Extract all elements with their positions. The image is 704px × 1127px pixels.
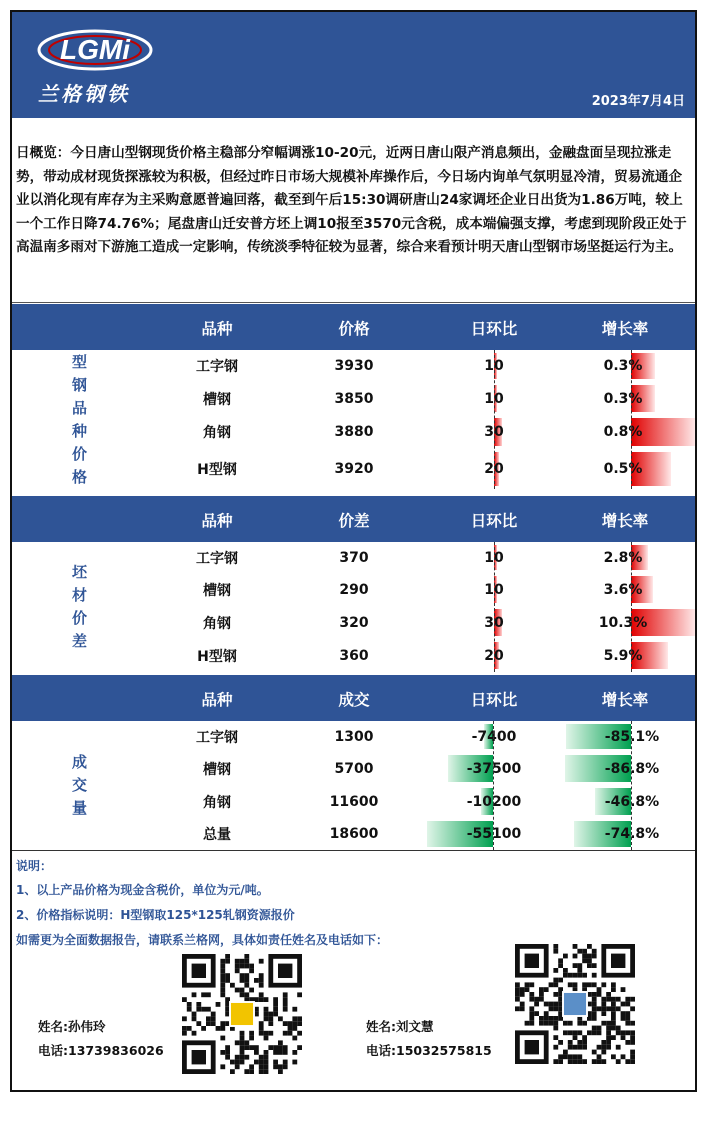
column-header: 成交 [338,691,370,709]
section-label-char: 价 [71,609,87,627]
table-row [148,785,695,818]
column-header: 价差 [338,512,370,530]
product-cell: 角钢 [203,794,231,811]
contact-1-name: 姓名:孙伟玲 [38,1019,106,1034]
rate-cell: 3.6% [603,581,643,598]
section-label-char: 材 [71,586,87,604]
contact-2-name: 姓名:刘文慧 [366,1019,434,1034]
section-header [12,496,695,542]
rate-axis-line [631,721,632,850]
note-line-2: 2、价格指标说明：H型钢取125*125轧钢资源报价 [16,908,295,922]
value-cell: 290 [339,581,369,598]
product-cell: H型钢 [197,648,237,665]
product-cell: 工字钢 [196,359,238,375]
section-label [12,350,147,489]
value-cell: 3920 [334,461,374,477]
value-cell: 3930 [334,358,374,374]
value-cell: 3880 [334,424,374,440]
value-cell: 320 [339,614,369,631]
section-label-char: 种 [71,421,87,440]
rate-axis-line [631,542,632,672]
value-cell: 5700 [334,760,374,777]
rate-cell: 10.3% [598,614,648,631]
value-cell: 3850 [334,390,374,407]
change-cell: 30 [484,614,504,631]
value-cell: 1300 [334,728,374,745]
value-cell: 360 [339,647,369,664]
product-cell: 槽钢 [203,582,231,599]
value-cell: 18600 [329,826,379,842]
change-cell: 10 [484,549,504,566]
section-header [12,304,695,350]
table-row [148,415,695,449]
table-row [148,639,695,672]
rate-cell: -85.1% [604,728,660,745]
section-label-char: 格 [71,467,87,486]
section-label-char: 量 [71,799,87,817]
brand-name: 兰格钢铁 [38,82,130,106]
change-cell: -10200 [466,793,522,810]
table-row [148,350,695,382]
product-cell: 角钢 [203,425,231,441]
change-cell: 20 [484,461,504,477]
change-cell: -7400 [471,728,517,745]
table-row [148,382,695,415]
change-cell: -55100 [466,826,522,842]
rate-cell: 0.3% [603,390,643,407]
rate-cell: -46.8% [604,793,660,810]
section-label-char: 型 [71,352,87,371]
section-label-char: 坯 [71,563,87,581]
column-header: 日环比 [470,691,518,709]
rate-cell: -86.8% [604,760,660,777]
logo-mark-icon [36,28,154,72]
qr-code-icon [515,944,635,1064]
column-header: 品种 [201,691,233,709]
column-header: 增长率 [601,320,649,338]
column-header: 增长率 [601,512,649,530]
rate-cell: 2.8% [603,549,643,566]
value-cell: 370 [339,549,369,566]
change-cell: 20 [484,647,504,664]
product-cell: 总量 [203,827,231,843]
column-header: 增长率 [601,691,649,709]
rate-cell: 5.9% [603,647,643,664]
product-cell: 工字钢 [196,550,238,567]
column-header: 日环比 [470,512,518,530]
change-cell: 10 [484,358,504,374]
column-header: 价格 [338,320,370,338]
rate-cell: 0.3% [603,358,643,374]
change-cell: 30 [484,424,504,440]
report-frame [10,10,697,1092]
notes-section [12,850,695,1091]
section-label-char: 交 [71,776,87,794]
table-row [148,721,695,752]
section-label-char: 品 [71,398,87,417]
value-cell: 11600 [329,793,379,810]
section-label-char: 差 [71,632,87,650]
product-cell: 角钢 [203,615,231,632]
section-label [12,721,147,850]
table-row [148,573,695,606]
section-label-char: 价 [71,444,87,463]
column-header: 品种 [201,512,233,530]
section-label-char: 成 [71,753,87,771]
daily-overview: 日概览：今日唐山型钢现货价格主稳部分窄幅调涨10-20元，近两日唐山限产消息频出，金融盘面呈现拉涨走势，带动成材现货探涨较为积极，但经过昨日市场大规模补库操作后，今日场内询单气氛明显冷清，贸易流通企业以消化现有库存为主采购意愿普遍回落，截至到午后15:30调研唐山24家调坯企业日出货为1.86万吨，较上一个工作日降74.76%；尾盘唐山迁安普方坯上调10报至3570元含税，成本端偏强支撑，考虑到现阶段正处于高温南多雨对下游施工造成一定影响，传统淡季特征较为显著，综合来看预计明天唐山型钢市场坚挺运行为主。 [12,118,695,303]
report-date: 2023年7月4日 [591,94,685,109]
change-axis-line [493,721,494,850]
product-cell: 工字钢 [196,729,238,746]
logo-text: LGMi [60,34,130,65]
rate-cell: 0.5% [603,461,643,477]
table-row [148,449,695,489]
table-row [148,542,695,573]
qr-code-icon [182,954,302,1074]
rate-cell: -74.8% [604,826,660,842]
note-line-1: 1、以上产品价格为现金含税价，单位为元/吨。 [16,883,269,897]
table-row [148,818,695,850]
note-line-3: 如需更为全面数据报告，请联系兰格网，具体如责任姓名及电话如下： [16,933,389,947]
contact-2-phone: 电话:15032575815 [366,1043,492,1058]
section-label [12,542,147,672]
change-axis-line [494,350,495,489]
rate-axis-line [631,350,632,489]
column-header: 品种 [201,320,233,338]
section-label-char: 钢 [71,375,87,394]
change-axis-line [494,542,495,672]
column-header: 日环比 [470,320,518,338]
rate-cell: 0.8% [603,424,643,440]
section-header [12,675,695,721]
notes-title: 说明： [16,859,53,873]
contact-1-phone: 电话:13739836026 [38,1043,164,1058]
change-cell: 10 [484,390,504,407]
product-cell: 槽钢 [203,391,231,408]
table-row [148,606,695,639]
table-row [148,752,695,785]
brand-logo [32,24,162,114]
product-cell: H型钢 [197,462,237,478]
product-cell: 槽钢 [203,761,231,778]
change-cell: -37500 [466,760,522,777]
change-cell: 10 [484,581,504,598]
report-header [12,12,695,118]
